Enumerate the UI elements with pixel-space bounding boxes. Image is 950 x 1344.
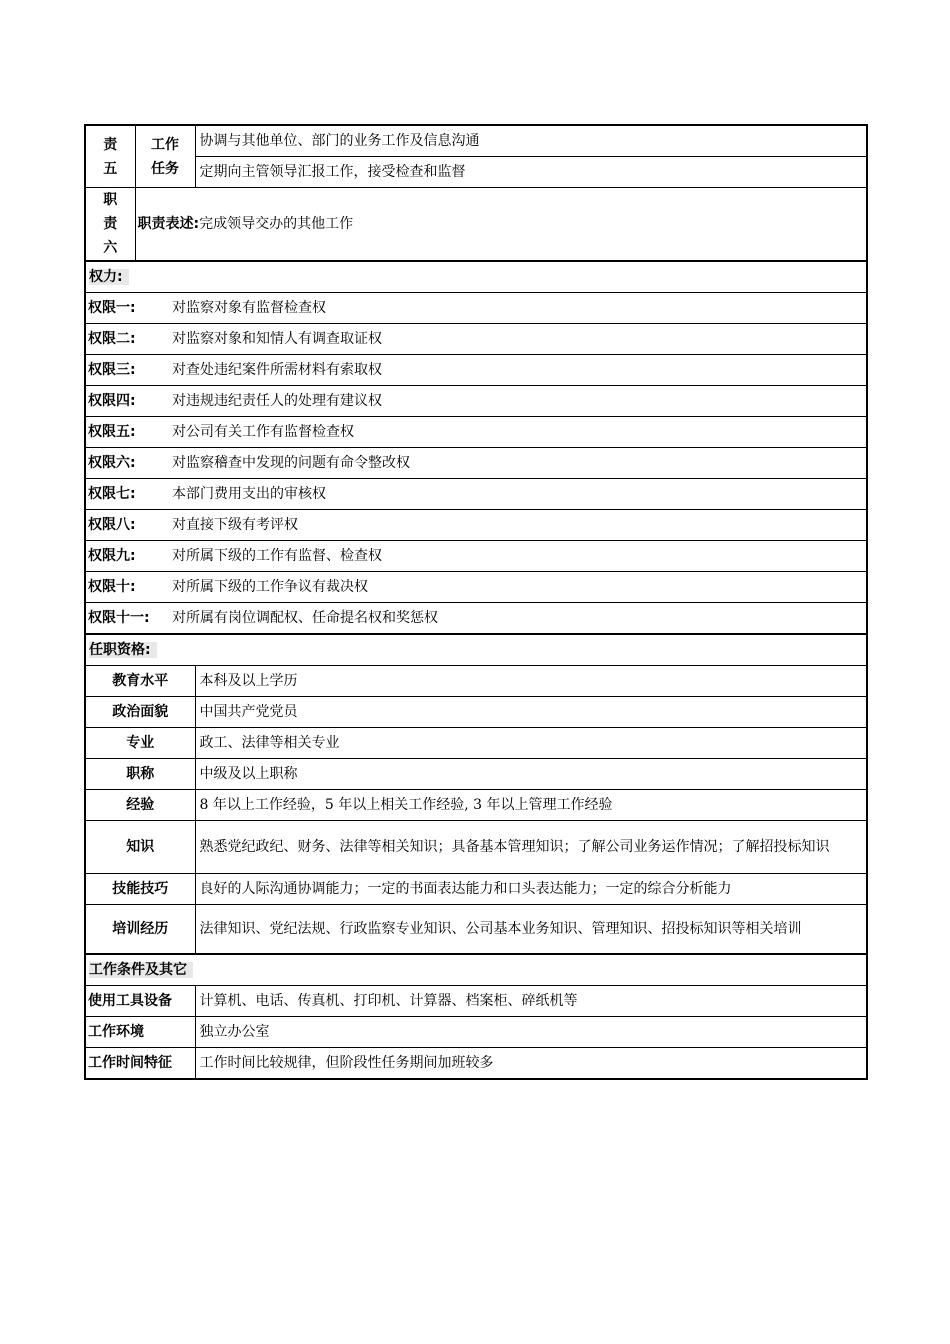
- powers-heading-cell: [85, 261, 867, 293]
- duty5-task-2: 定期向主管领导汇报工作，接受检查和监督: [195, 157, 867, 188]
- powers-heading: 权力:: [89, 269, 129, 285]
- power-label: 权限八:: [88, 517, 136, 533]
- condition-text: 独立办公室: [195, 1017, 867, 1048]
- qualification-label: 教育水平: [85, 666, 195, 697]
- power-text: 对监察对象有监督检查权: [172, 300, 326, 316]
- power-row: [85, 510, 867, 541]
- qualification-label: 培训经历: [85, 905, 195, 955]
- power-row: [85, 448, 867, 479]
- qualifications-heading-cell: [85, 634, 867, 666]
- qualification-label: 经验: [85, 790, 195, 821]
- duty5-sublabel: 工作任务: [135, 125, 195, 188]
- qualification-label: 技能技巧: [85, 874, 195, 905]
- qualification-text: 熟悉党纪政纪、财务、法律等相关知识；具备基本管理知识；了解公司业务运作情况；了解招投标知识: [195, 821, 867, 874]
- qualification-text: 本科及以上学历: [195, 666, 867, 697]
- qualification-label: 职称: [85, 759, 195, 790]
- power-label: 权限四:: [88, 393, 136, 409]
- power-label: 权限六:: [88, 455, 136, 471]
- power-text: 对所属有岗位调配权、任命提名权和奖惩权: [172, 610, 438, 626]
- condition-label: 工作时间特征: [85, 1048, 195, 1080]
- power-row: [85, 386, 867, 417]
- power-row: [85, 324, 867, 355]
- power-row: [85, 417, 867, 448]
- power-text: 对所属下级的工作争议有裁决权: [172, 579, 368, 595]
- power-text: 对监察对象和知情人有调查取证权: [172, 331, 382, 347]
- duty6-label: 职责六: [85, 188, 135, 262]
- qualification-text: 8 年以上工作经验，5 年以上相关工作经验, 3 年以上管理工作经验: [195, 790, 867, 821]
- duty5-label: 责五: [85, 125, 135, 188]
- qualification-text: 中级及以上职称: [195, 759, 867, 790]
- power-text: 对所属下级的工作有监督、检查权: [172, 548, 382, 564]
- power-text: 对监察稽查中发现的问题有命令整改权: [172, 455, 410, 471]
- power-label: 权限三:: [88, 362, 136, 378]
- qualifications-heading: 任职资格:: [89, 642, 157, 658]
- power-row: [85, 572, 867, 603]
- power-row: [85, 479, 867, 510]
- power-label: 权限五:: [88, 424, 136, 440]
- qualification-text: 法律知识、党纪法规、行政监察专业知识、公司基本业务知识、管理知识、招投标知识等相关培训: [195, 905, 867, 955]
- duty6-desc-text: 完成领导交办的其他工作: [199, 216, 354, 232]
- power-text: 对违规违纪责任人的处理有建议权: [172, 393, 382, 409]
- qualification-text: 中国共产党党员: [195, 697, 867, 728]
- duty6-desc-label: 职责表述:: [137, 216, 200, 232]
- qualification-label: 专业: [85, 728, 195, 759]
- power-label: 权限二:: [88, 331, 136, 347]
- duty5-task-1: 协调与其他单位、部门的业务工作及信息沟通: [195, 125, 867, 157]
- duty6-description: [135, 188, 867, 262]
- power-row: [85, 541, 867, 572]
- power-label: 权限十:: [88, 579, 136, 595]
- condition-label: 工作环境: [85, 1017, 195, 1048]
- job-description-document: [84, 124, 866, 1080]
- conditions-heading: 工作条件及其它: [89, 962, 193, 978]
- qualification-text: 良好的人际沟通协调能力；一定的书面表达能力和口头表达能力；一定的综合分析能力: [195, 874, 867, 905]
- power-text: 对直接下级有考评权: [172, 517, 298, 533]
- qualification-label: 政治面貌: [85, 697, 195, 728]
- power-row: [85, 293, 867, 324]
- power-text: 对公司有关工作有监督检查权: [172, 424, 354, 440]
- power-label: 权限十一:: [88, 610, 150, 626]
- power-row: [85, 355, 867, 386]
- condition-text: 计算机、电话、传真机、打印机、计算器、档案柜、碎纸机等: [195, 986, 867, 1017]
- power-label: 权限一:: [88, 300, 136, 316]
- job-description-table: [84, 124, 868, 1080]
- power-text: 本部门费用支出的审核权: [172, 486, 326, 502]
- power-text: 对查处违纪案件所需材料有索取权: [172, 362, 382, 378]
- condition-label: 使用工具设备: [85, 986, 195, 1017]
- qualification-text: 政工、法律等相关专业: [195, 728, 867, 759]
- power-label: 权限九:: [88, 548, 136, 564]
- qualification-label: 知识: [85, 821, 195, 874]
- conditions-heading-cell: [85, 954, 867, 986]
- condition-text: 工作时间比较规律，但阶段性任务期间加班较多: [195, 1048, 867, 1080]
- power-label: 权限七:: [88, 486, 136, 502]
- power-row: [85, 603, 867, 635]
